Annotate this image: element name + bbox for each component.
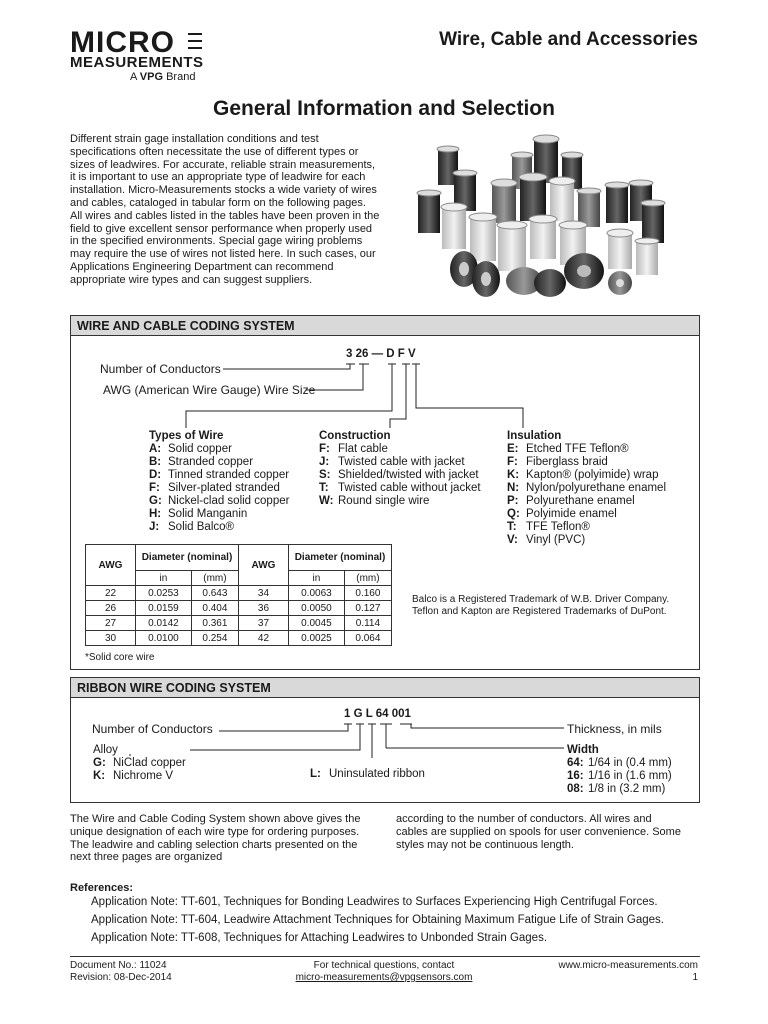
list-item: J: Solid Balco® xyxy=(149,521,235,533)
awg-diameter-table xyxy=(85,544,392,646)
logo-lines-icon xyxy=(188,33,202,54)
alloy-title: Alloy xyxy=(93,744,118,756)
list-item: E: Etched TFE Teflon® xyxy=(507,443,629,455)
wire-coding-heading: WIRE AND CABLE CODING SYSTEM xyxy=(71,316,699,336)
ribbon-code: 1 G L 64 001 xyxy=(344,708,411,720)
types-title: Types of Wire xyxy=(149,430,224,442)
brand-prefix: A xyxy=(130,71,137,83)
list-item: B: Stranded copper xyxy=(149,456,254,468)
ribbon-coding-heading: RIBBON WIRE CODING SYSTEM xyxy=(71,678,699,698)
wire-spools-image xyxy=(412,133,702,305)
list-item: 16: 1/16 in (1.6 mm) xyxy=(567,770,672,782)
intro-paragraph: Different strain gage installation conditions and test specifications often necessitate the use of different types or sizes of leadwires. For accurate, reliable strain measurements, it is important to use an appropriate type of leadwire for each installation. Micro-Measurements stocks a wide variety of wires and cables, cataloged in tabular form on the following pages. All wires and cables listed in the tables have been proven in the field to give excellent sensor performance when properly used in the specified environments. Special gage wiring problems may require the use of wires not listed here. In such cases, our Applications Engineering Department can recommend appropriate wire types and can suggest suppliers. xyxy=(70,133,380,286)
wire-code: 3 26 — D F V xyxy=(346,348,416,360)
label-awg: AWG (American Wire Gauge) Wire Size xyxy=(103,383,316,397)
table-row: 30 0.0100 0.254 42 0.0025 0.064 xyxy=(86,631,392,646)
unit-mm: (mm) xyxy=(191,571,238,586)
trademark-balco: Balco is a Registered Trademark of W.B. Driver Company. xyxy=(412,594,670,605)
reference-item: Application Note: TT-608, Techniques for Attaching Leadwires to Unbonded Strain Gages. xyxy=(91,932,548,944)
list-item: A: Solid copper xyxy=(149,443,232,455)
ribbon-l-item: L: Uninsulated ribbon xyxy=(310,768,425,780)
table-row: 27 0.0142 0.361 37 0.0045 0.114 xyxy=(86,616,392,631)
label-number-conductors: Number of Conductors xyxy=(100,362,221,376)
logo-measurements-text: MEASUREMENTS xyxy=(70,54,204,71)
list-item: F: Fiberglass braid xyxy=(507,456,608,468)
list-item: Q: Polyimide enamel xyxy=(507,508,617,520)
reference-item: Application Note: TT-604, Leadwire Attachment Techniques for Obtaining Maximum Fatigue Life of Strain Gages. xyxy=(91,914,664,926)
body-paragraph-right: according to the number of conductors. All wires and cables are supplied on spools for user convenience. Some styles may not be continuous length. xyxy=(396,813,681,851)
awg-header: AWG xyxy=(238,545,288,586)
website-link[interactable]: www.micro-measurements.com xyxy=(558,960,698,971)
unit-in: in xyxy=(288,571,344,586)
diameter-header: Diameter (nominal) xyxy=(288,545,391,571)
width-list xyxy=(567,744,672,796)
table-row: 26 0.0159 0.404 36 0.0050 0.127 xyxy=(86,601,392,616)
ribbon-label-thickness: Thickness, in mils xyxy=(567,722,662,736)
list-item: T: TFE Teflon® xyxy=(507,521,590,533)
list-item: 08: 1/8 in (3.2 mm) xyxy=(567,783,666,795)
revision: Revision: 08-Dec-2014 xyxy=(70,972,172,983)
construction-title: Construction xyxy=(319,430,391,442)
header-title: Wire, Cable and Accessories xyxy=(439,29,698,50)
unit-in: in xyxy=(136,571,192,586)
footer-right xyxy=(559,960,698,984)
contact-email-link[interactable]: micro-measurements@vpgsensors.com xyxy=(295,972,473,983)
list-item: P: Polyurethane enamel xyxy=(507,495,635,507)
footer-divider xyxy=(70,956,700,957)
insulation-list xyxy=(507,430,666,547)
list-item: 64: 1/64 in (0.4 mm) xyxy=(567,757,672,769)
references-title: References: xyxy=(70,882,133,894)
logo-brand xyxy=(130,71,195,83)
reference-item: Application Note: TT-601, Techniques for Bonding Leadwires to Surfaces Experiencing High Centrifugal Forces. xyxy=(91,896,658,908)
list-item: S: Shielded/twisted with jacket xyxy=(319,469,479,481)
list-item: F: Silver-plated stranded xyxy=(149,482,280,494)
list-item: F: Flat cable xyxy=(319,443,388,455)
insulation-title: Insulation xyxy=(507,430,562,442)
list-item: T: Twisted cable without jacket xyxy=(319,482,481,494)
list-item: G: NiClad copper xyxy=(93,757,186,769)
page-title: General Information and Selection xyxy=(213,97,555,120)
list-item: D: Tinned stranded copper xyxy=(149,469,290,481)
width-title: Width xyxy=(567,744,599,756)
construction-list xyxy=(319,430,481,508)
ribbon-label-conductors: Number of Conductors xyxy=(92,722,213,736)
logo-micro-text: MICRO xyxy=(70,26,175,59)
trademark-teflon: Teflon and Kapton are Registered Trademarks of DuPont. xyxy=(412,606,667,617)
list-item: H: Solid Manganin xyxy=(149,508,248,520)
alloy-list xyxy=(93,744,186,783)
list-item: J: Twisted cable with jacket xyxy=(319,456,465,468)
list-item: G: Nickel-clad solid copper xyxy=(149,495,290,507)
awg-header: AWG xyxy=(86,545,136,586)
page-number: 1 xyxy=(692,972,698,983)
brand-suffix: Brand xyxy=(166,71,196,83)
list-item: N: Nylon/polyurethane enamel xyxy=(507,482,667,494)
table-row: 22 0.0253 0.643 34 0.0063 0.160 xyxy=(86,586,392,601)
list-item: K: Kapton® (polyimide) wrap xyxy=(507,469,659,481)
list-item: V: Vinyl (PVC) xyxy=(507,534,586,546)
list-item: K: Nichrome V xyxy=(93,770,174,782)
body-paragraph-left: The Wire and Cable Coding System shown above gives the unique designation of each wire type for ordering purposes. The leadwire and cabling selection charts presented on the next three pages are organized xyxy=(70,813,361,864)
types-of-wire-list xyxy=(149,430,289,534)
footnote: *Solid core wire xyxy=(85,652,155,663)
contact-line: For technical questions, contact xyxy=(313,960,455,971)
list-item: W: Round single wire xyxy=(319,495,430,507)
diameter-header: Diameter (nominal) xyxy=(136,545,239,571)
doc-number: Document No.: 11024 xyxy=(70,960,167,971)
unit-mm: (mm) xyxy=(344,571,391,586)
brand-name: VPG xyxy=(139,71,164,83)
